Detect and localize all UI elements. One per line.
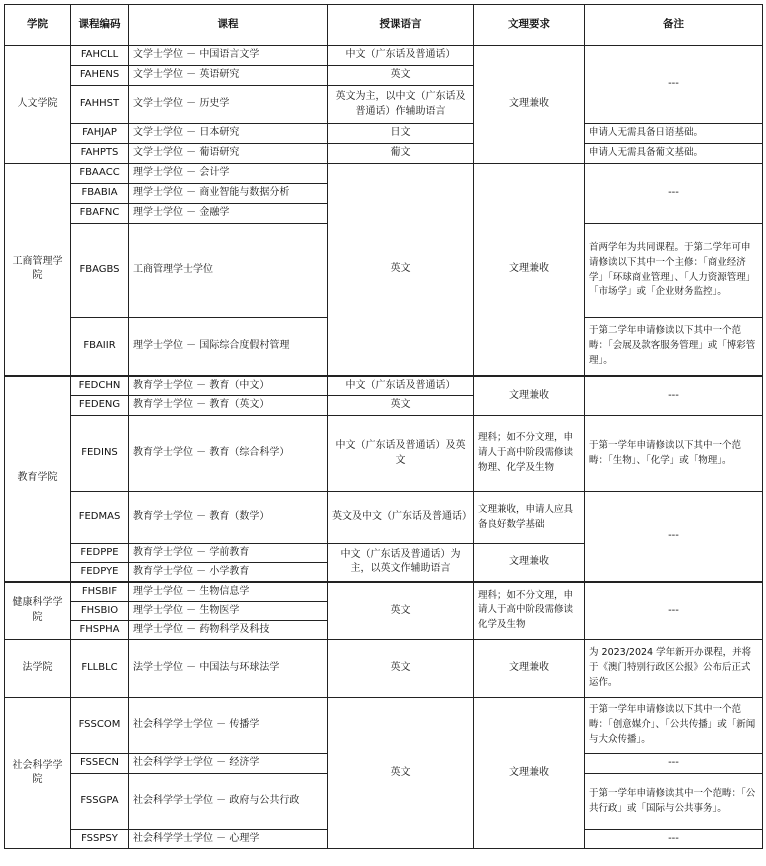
program-cell: 文学士学位 － 中国语言文学 (129, 46, 328, 66)
remark-cell: --- (585, 492, 763, 582)
language-cell: 中文（广东话及普通话）为主，以英文作辅助语言 (328, 544, 474, 582)
code-cell: FAHCLL (71, 46, 129, 66)
header-stream: 文理要求 (474, 5, 585, 46)
code-cell: FEDPPE (71, 544, 129, 563)
code-cell: FBABIA (71, 184, 129, 204)
college-cell: 人文学院 (5, 46, 71, 164)
remark-cell: 为 2023/2024 学年新开办课程，并将于《澳门特别行政区公报》公布后正式运作。 (585, 640, 763, 698)
program-cell: 文学士学位 － 葡语研究 (129, 144, 328, 164)
stream-cell: 文理兼收 (474, 640, 585, 698)
table-row (5, 124, 763, 144)
language-cell: 中文（广东话及普通话） (328, 376, 474, 396)
stream-cell: 文理兼收，申请人应具备良好数学基础 (474, 492, 585, 544)
college-cell: 健康科学学院 (5, 582, 71, 640)
language-cell: 中文（广东话及普通话） (328, 46, 474, 66)
program-cell: 社会科学学士学位 － 经济学 (129, 754, 328, 774)
program-cell: 理学士学位 － 金融学 (129, 204, 328, 224)
code-cell: FAHPTS (71, 144, 129, 164)
college-cell: 法学院 (5, 640, 71, 698)
program-cell: 理学士学位 － 商业智能与数据分析 (129, 184, 328, 204)
table-row (5, 582, 763, 602)
program-cell: 理学士学位 － 生物医学 (129, 602, 328, 621)
stream-cell: 理科；如不分文理，申请人于高中阶段需修读化学及生物 (474, 582, 585, 640)
code-cell: FEDMAS (71, 492, 129, 544)
language-cell: 英文及中文（广东话及普通话） (328, 492, 474, 544)
language-cell: 中文（广东话及普通话）及英文 (328, 416, 474, 492)
language-cell: 英文 (328, 640, 474, 698)
program-cell: 教育学士学位 － 学前教育 (129, 544, 328, 563)
language-cell: 英文为主，以中文（广东话及普通话）作辅助语言 (328, 86, 474, 124)
language-cell: 日文 (328, 124, 474, 144)
remark-cell: --- (585, 582, 763, 640)
program-cell: 法学士学位 － 中国法与环球法学 (129, 640, 328, 698)
table-row (5, 144, 763, 164)
program-cell: 教育学士学位 － 教育（数学） (129, 492, 328, 544)
header-row (5, 5, 763, 46)
table-row (5, 46, 763, 66)
language-cell: 英文 (328, 164, 474, 376)
program-cell: 理学士学位 － 生物信息学 (129, 582, 328, 602)
remark-cell: 于第一学年申请修读其中一个范畴：「公共行政」或「国际与公共事务」。 (585, 774, 763, 830)
code-cell: FBAGBS (71, 224, 129, 318)
remark-cell: 申请人无需具备葡文基础。 (585, 144, 763, 164)
remark-cell: --- (585, 830, 763, 849)
program-cell: 教育学士学位 － 教育（综合科学） (129, 416, 328, 492)
stream-cell: 文理兼收 (474, 376, 585, 416)
header-program: 课程 (129, 5, 328, 46)
remark-cell: 于第二学年申请修读以下其中一个范畴：「会展及款客服务管理」或「博彩管理」。 (585, 318, 763, 376)
program-table-container (4, 4, 762, 849)
table-row (5, 698, 763, 754)
program-cell: 理学士学位 － 国际综合度假村管理 (129, 318, 328, 376)
header-code: 课程编码 (71, 5, 129, 46)
code-cell: FEDENG (71, 396, 129, 416)
table-row (5, 492, 763, 544)
code-cell: FSSGPA (71, 774, 129, 830)
language-cell: 英文 (328, 582, 474, 640)
remark-cell: 首两学年为共同课程。于第二学年可申请修读以下其中一个主修：「商业经济学」「环球商业管理」、「人力资源管理」「市场学」或「企业财务监控」。 (585, 224, 763, 318)
stream-cell: 理科；如不分文理，申请人于高中阶段需修读物理、化学及生物 (474, 416, 585, 492)
college-cell: 教育学院 (5, 376, 71, 582)
remark-cell: --- (585, 754, 763, 774)
program-cell: 工商管理学士学位 (129, 224, 328, 318)
code-cell: FAHHST (71, 86, 129, 124)
program-cell: 理学士学位 － 会计学 (129, 164, 328, 184)
code-cell: FEDPYE (71, 563, 129, 582)
program-cell: 社会科学学士学位 － 心理学 (129, 830, 328, 849)
program-table (4, 4, 763, 849)
remark-cell: 于第一学年申请修读以下其中一个范畴：「生物」、「化学」或「物理」。 (585, 416, 763, 492)
remark-cell: 于第一学年申请修读以下其中一个范畴：「创意媒介」、「公共传播」或「新闻与大众传播」。 (585, 698, 763, 754)
program-cell: 教育学士学位 － 教育（中文） (129, 376, 328, 396)
table-row (5, 164, 763, 184)
program-cell: 文学士学位 － 英语研究 (129, 66, 328, 86)
language-cell: 英文 (328, 66, 474, 86)
table-row (5, 376, 763, 396)
code-cell: FHSBIO (71, 602, 129, 621)
code-cell: FHSBIF (71, 582, 129, 602)
code-cell: FLLBLC (71, 640, 129, 698)
remark-cell: --- (585, 46, 763, 124)
code-cell: FBAACC (71, 164, 129, 184)
table-row (5, 640, 763, 698)
code-cell: FHSPHA (71, 621, 129, 640)
header-college: 学院 (5, 5, 71, 46)
college-cell: 工商管理学院 (5, 164, 71, 376)
code-cell: FEDCHN (71, 376, 129, 396)
code-cell: FSSCOM (71, 698, 129, 754)
stream-cell: 文理兼收 (474, 164, 585, 376)
language-cell: 英文 (328, 396, 474, 416)
program-cell: 教育学士学位 － 小学教育 (129, 563, 328, 582)
header-remark: 备注 (585, 5, 763, 46)
program-cell: 文学士学位 － 日本研究 (129, 124, 328, 144)
remark-cell: 申请人无需具备日语基础。 (585, 124, 763, 144)
code-cell: FAHJAP (71, 124, 129, 144)
program-cell: 社会科学学士学位 － 政府与公共行政 (129, 774, 328, 830)
header-language: 授课语言 (328, 5, 474, 46)
remark-cell: --- (585, 164, 763, 224)
language-cell: 葡文 (328, 144, 474, 164)
code-cell: FBAFNC (71, 204, 129, 224)
table-row (5, 416, 763, 492)
code-cell: FBAIIR (71, 318, 129, 376)
code-cell: FSSPSY (71, 830, 129, 849)
stream-cell: 文理兼收 (474, 544, 585, 582)
stream-cell: 文理兼收 (474, 46, 585, 164)
program-cell: 文学士学位 － 历史学 (129, 86, 328, 124)
code-cell: FAHENS (71, 66, 129, 86)
program-cell: 理学士学位 － 药物科学及科技 (129, 621, 328, 640)
code-cell: FEDINS (71, 416, 129, 492)
remark-cell: --- (585, 376, 763, 416)
stream-cell: 文理兼收 (474, 698, 585, 849)
program-cell: 社会科学学士学位 － 传播学 (129, 698, 328, 754)
college-cell: 社会科学学院 (5, 698, 71, 849)
language-cell: 英文 (328, 698, 474, 849)
program-cell: 教育学士学位 － 教育（英文） (129, 396, 328, 416)
code-cell: FSSECN (71, 754, 129, 774)
